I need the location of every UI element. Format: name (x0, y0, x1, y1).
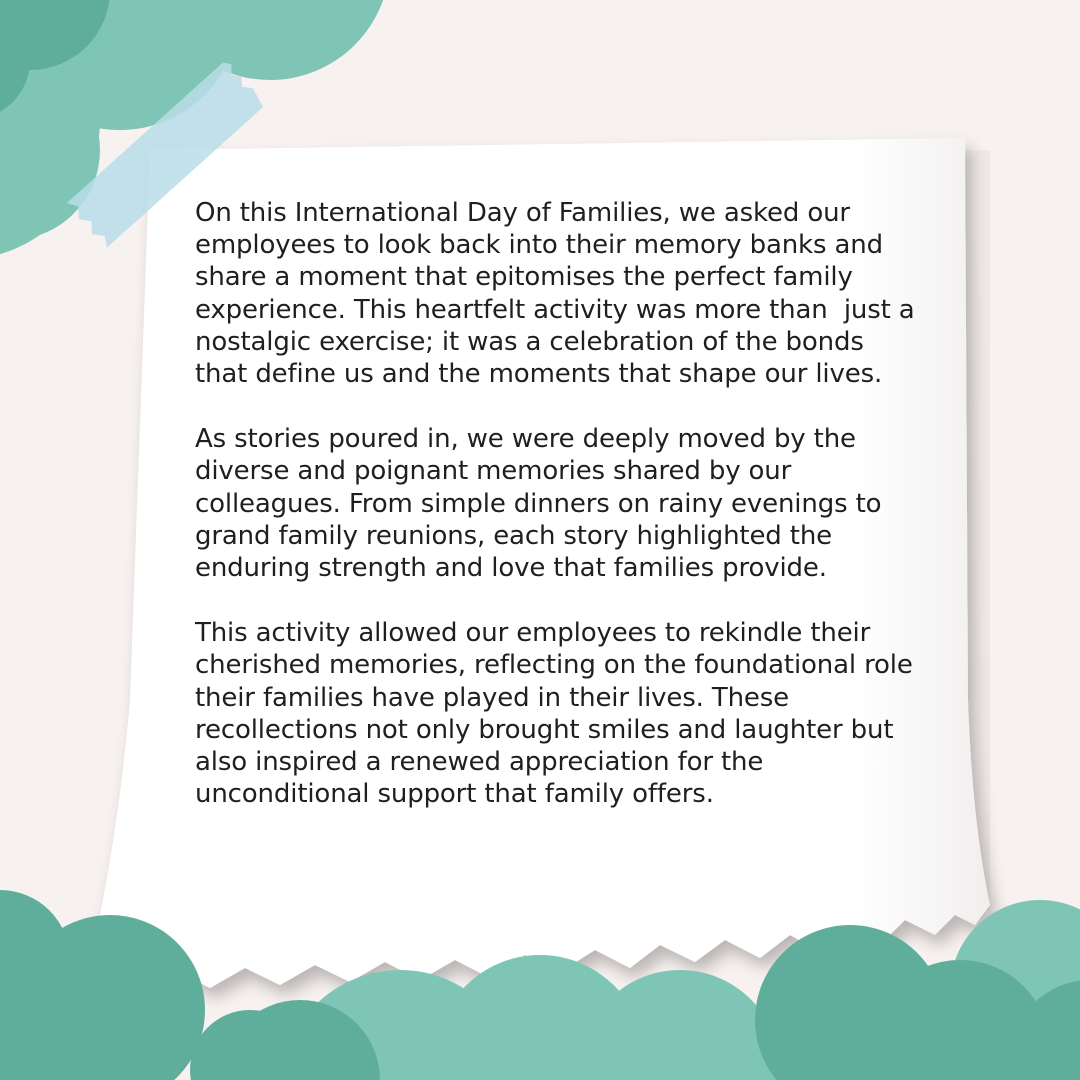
text-line: experience. This heartfelt activity was more than just a (195, 294, 915, 325)
note-text (195, 197, 955, 843)
text-line: grand family reunions, each story highlighted the (195, 520, 832, 551)
text-line: employees to look back into their memory banks and (195, 230, 883, 261)
text-line: recollections not only brought smiles and laughter but (195, 714, 894, 745)
text-line: that define us and the moments that shape our lives. (195, 359, 883, 390)
text-line: unconditional support that family offers. (195, 779, 714, 810)
text-line: nostalgic exercise; it was a celebration of the bonds (195, 326, 864, 357)
text-line: enduring strength and love that families provide. (195, 553, 827, 584)
text-line: As stories poured in, we were deeply moved by the (195, 424, 856, 455)
paragraph-2 (195, 423, 955, 584)
text-line: their families have played in their lives. These (195, 682, 790, 713)
text-line: cherished memories, reflecting on the foundational role (195, 650, 913, 681)
text-line: share a moment that epitomises the perfect family (195, 262, 853, 293)
text-line: colleagues. From simple dinners on rainy evenings to (195, 488, 882, 519)
text-line: also inspired a renewed appreciation for the (195, 747, 764, 778)
paragraph-1 (195, 197, 955, 390)
text-line: On this International Day of Families, we asked our (195, 198, 850, 228)
paragraph-3 (195, 617, 955, 810)
text-line: diverse and poignant memories shared by our (195, 456, 792, 487)
text-line: This activity allowed our employees to rekindle their (195, 618, 871, 649)
